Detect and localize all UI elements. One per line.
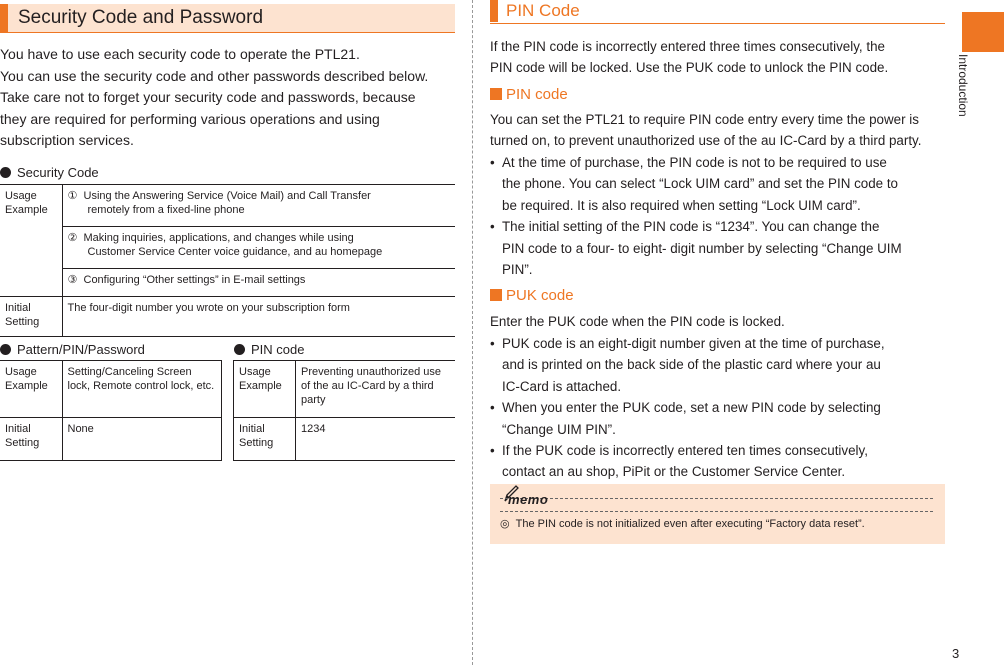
memo-text: ◎ The PIN code is not initialized even after executing “Factory data reset”. — [500, 518, 865, 530]
pin-code-subheading: PIN code — [490, 86, 568, 103]
pattern-table — [0, 360, 222, 461]
list-item: • The initial setting of the PIN code is “1234”. You can change the PIN code to a four- to eight- digit number by selecting “Change UIM PIN”. — [490, 219, 902, 278]
puk-code-subheading: PUK code — [490, 287, 574, 304]
security-code-heading: Security Code — [0, 165, 99, 180]
list-item: • If the PUK code is incorrectly entered ten times consecutively, contact an au shop, PiPit or the Customer Service Center. — [490, 443, 868, 480]
section-title: Security Code and Password — [18, 7, 264, 28]
memo-box — [490, 484, 945, 544]
pin-bullets — [490, 152, 940, 280]
section-heading-pin — [490, 0, 945, 24]
bullet-dot-icon — [0, 344, 11, 355]
puk-code-text: Enter the PUK code when the PIN code is locked. — [490, 314, 785, 329]
initial-label-cell: Initial Setting — [0, 297, 62, 337]
initial-value-cell: 1234 — [296, 418, 456, 461]
pin-intro: If the PIN code is incorrectly entered three times consecutively, the PIN code will be locked. Use the PUK code to unlock the PIN code. — [490, 39, 889, 76]
initial-value-cell: The four-digit number you wrote on your subscription form — [62, 297, 455, 337]
pin-table — [233, 360, 455, 461]
intro-paragraph: You have to use each security code to operate the PTL21. You can use the security code and other passwords described below. Take care not to forget your security code and passwords, because they are required for performing various operations and using subscription services. — [0, 46, 429, 149]
section-title: PIN Code — [506, 1, 580, 20]
puk-bullets — [490, 333, 940, 483]
security-code-table — [0, 184, 455, 337]
heading-accent-bar — [490, 0, 498, 22]
section-heading-security — [0, 4, 455, 33]
bullet-dot-icon — [234, 344, 245, 355]
square-bullet-icon — [490, 289, 502, 301]
usage-value-cell: Setting/Canceling Screen lock, Remote control lock, etc. — [62, 361, 222, 418]
initial-label-cell: Initial Setting — [0, 418, 62, 461]
pin-code-text: You can set the PTL21 to require PIN code entry every time the power is turned on, to prevent unauthorized use of the au IC-Card by a third party. — [490, 112, 922, 149]
usage-item: ① Using the Answering Service (Voice Mail) and Call Transfer remotely from a fixed-line phone — [62, 185, 455, 227]
list-item: • When you enter the PUK code, set a new PIN code by selecting “Change UIM PIN”. — [490, 400, 881, 437]
usage-item: ② Making inquiries, applications, and changes while using Customer Service Center voice guidance, and au homepage — [62, 227, 455, 269]
list-item: • At the time of purchase, the PIN code is not to be required to use the phone. You can select “Lock UIM card” and set the PIN code to be required. It is also required when setting “Lock UIM card”. — [490, 155, 899, 213]
bullet-dot-icon — [0, 167, 11, 178]
page-number: 3 — [952, 646, 960, 661]
chapter-label: Introduction — [956, 54, 970, 117]
pattern-heading: Pattern/PIN/Password — [0, 342, 145, 357]
chapter-tab — [962, 12, 1004, 52]
usage-value-cell: Preventing unauthorized use of the au IC-Card by a third party — [296, 361, 456, 418]
usage-label-cell: Usage Example — [0, 361, 62, 418]
initial-label-cell: Initial Setting — [234, 418, 296, 461]
memo-label: memo — [508, 492, 549, 507]
usage-label-cell: Usage Example — [234, 361, 296, 418]
memo-rule — [500, 498, 933, 499]
column-divider — [472, 0, 473, 665]
memo-rule — [500, 511, 933, 512]
usage-item: ③ Configuring “Other settings” in E-mail settings — [62, 269, 455, 297]
pin-heading: PIN code — [234, 342, 304, 357]
square-bullet-icon — [490, 88, 502, 100]
usage-label-cell: Usage Example — [0, 185, 62, 297]
initial-value-cell: None — [62, 418, 222, 461]
heading-accent-bar — [0, 4, 8, 32]
list-item: • PUK code is an eight-digit number given at the time of purchase, and is printed on the back side of the plastic card where your au IC-Card is attached. — [490, 336, 885, 394]
